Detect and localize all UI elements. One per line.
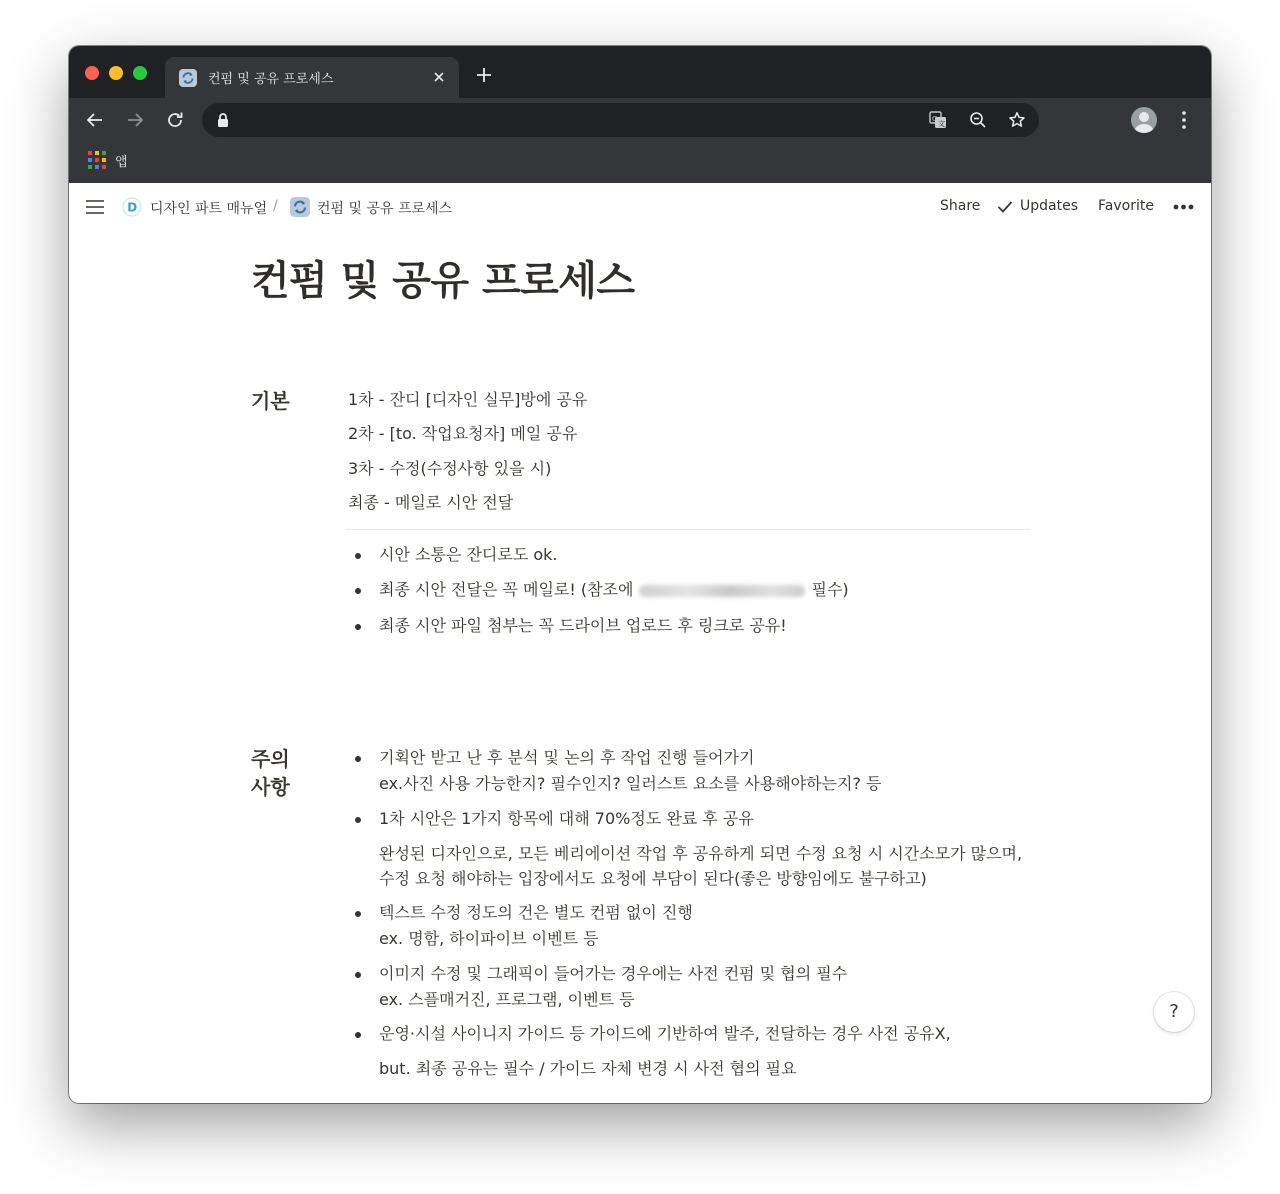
notion-topbar: [69, 183, 1211, 231]
notion-page: [69, 183, 1211, 1103]
translate-icon[interactable]: [929, 111, 947, 129]
list-item-subtext: 수정 요청 해야하는 입장에서도 요청에 부담이 된다(좋은 방향임에도 불구하고): [379, 869, 927, 888]
list-item-text: 기획안 받고 난 후 분석 및 논의 후 작업 진행 들어가기: [379, 748, 755, 767]
list-item-subtext: ex. 명함, 하이파이브 이벤트 등: [379, 929, 599, 948]
caution-heading-line1: 주의: [251, 747, 290, 771]
list-item-subtext: 완성된 디자인으로, 모든 베리에이션 작업 후 공유하게 되면 수정 요청 시 시간소모가 많으며,: [379, 844, 1023, 863]
bullet-dot: [355, 1032, 361, 1038]
bullet-dot: [355, 972, 361, 978]
maximize-window-button[interactable]: [133, 66, 147, 80]
browser-toolbar: [69, 98, 1211, 142]
apps-grid-icon[interactable]: [88, 151, 106, 169]
divider: [345, 529, 1031, 530]
apps-bookmark-label[interactable]: 앱: [115, 155, 128, 170]
bullet-dot: [355, 756, 361, 762]
browser-tab[interactable]: [165, 57, 459, 98]
bullet-dot: [355, 817, 361, 823]
browser-window: [69, 46, 1211, 1103]
close-window-button[interactable]: [85, 66, 99, 80]
back-icon[interactable]: [85, 110, 105, 130]
bullet-dot: [355, 624, 361, 630]
new-tab-icon[interactable]: [475, 66, 493, 84]
bullet-dot: [355, 911, 361, 917]
help-button[interactable]: ?: [1154, 992, 1194, 1032]
list-item-text: [379, 579, 849, 601]
list-item-subtext: ex.사진 사용 가능한지? 필수인지? 일러스트 요소를 사용해야하는지? 등: [379, 774, 882, 793]
sync-page-icon: [179, 69, 197, 87]
basic-heading: 기본: [251, 389, 290, 413]
list-item-text-start: 최종 시안 전달은 꼭 메일로! (참조에: [379, 580, 634, 599]
forward-icon[interactable]: [125, 110, 145, 130]
updates-button[interactable]: Updates: [1020, 198, 1078, 214]
checkmark-icon: [997, 200, 1013, 214]
step-line: 3차 - 수정(수정사항 있을 시): [348, 459, 552, 478]
bullet-dot: [355, 588, 361, 594]
list-item-subtext: but. 최종 공유는 필수 / 가이드 자체 변경 시 사전 협의 필요: [379, 1059, 797, 1078]
sync-page-icon: [290, 197, 310, 217]
blurred-email: [639, 585, 805, 597]
list-item-subtext: ex. 스플매거진, 프로그램, 이벤트 등: [379, 990, 635, 1009]
minimize-window-button[interactable]: [109, 66, 123, 80]
close-tab-icon[interactable]: [431, 69, 447, 85]
chrome-menu-icon[interactable]: [1177, 110, 1191, 130]
lock-icon[interactable]: [214, 111, 232, 129]
svg-text:G: G: [932, 115, 938, 123]
bullet-dot: [355, 553, 361, 559]
breadcrumb-separator: /: [273, 198, 278, 214]
more-options-icon[interactable]: [1173, 204, 1194, 210]
step-line: 2차 - [to. 작업요청자] 메일 공유: [348, 424, 578, 443]
list-item-text: 1차 시안은 1가지 항목에 대해 70%정도 완료 후 공유: [379, 809, 754, 828]
profile-avatar[interactable]: [1131, 107, 1157, 133]
list-item-text-end: 필수): [811, 580, 849, 599]
tab-title: 컨펌 및 공유 프로세스: [208, 72, 334, 87]
svg-text:文: 文: [938, 120, 945, 128]
list-item-text: 이미지 수정 및 그래픽이 들어가는 경우에는 사전 컨펌 및 협의 필수: [379, 964, 848, 983]
share-button[interactable]: Share: [940, 198, 981, 214]
list-item-text: 최종 시안 파일 첨부는 꼭 드라이브 업로드 후 링크로 공유!: [379, 616, 787, 635]
svg-text:D: D: [127, 200, 138, 215]
d-logo-icon: [122, 197, 142, 217]
address-bar[interactable]: [202, 103, 1039, 137]
page-title: 컨펌 및 공유 프로세스: [251, 258, 635, 304]
breadcrumb-parent[interactable]: 디자인 파트 매뉴얼: [150, 201, 268, 217]
caution-heading-line2: 사항: [251, 775, 290, 799]
person-icon: [1131, 107, 1157, 133]
list-item-text: 시안 소통은 잔디로도 ok.: [379, 545, 558, 564]
list-item-text: 운영·시설 사이니지 가이드 등 가이드에 기반하여 발주, 전달하는 경우 사전 공유X,: [379, 1024, 951, 1043]
favorite-button[interactable]: Favorite: [1098, 198, 1154, 214]
reload-icon[interactable]: [165, 110, 185, 130]
tab-strip: [69, 46, 1211, 98]
breadcrumb-current[interactable]: 컨펌 및 공유 프로세스: [317, 201, 453, 217]
bookmarks-bar: [69, 142, 1211, 184]
zoom-out-icon[interactable]: [969, 111, 987, 129]
bookmark-star-icon[interactable]: [1008, 111, 1026, 129]
step-line: 최종 - 메일로 시안 전달: [348, 493, 514, 512]
sidebar-menu-icon[interactable]: [86, 199, 104, 215]
step-line: 1차 - 잔디 [디자인 실무]방에 공유: [348, 390, 588, 409]
list-item-text: 텍스트 수정 정도의 건은 별도 컨펌 없이 진행: [379, 903, 693, 922]
